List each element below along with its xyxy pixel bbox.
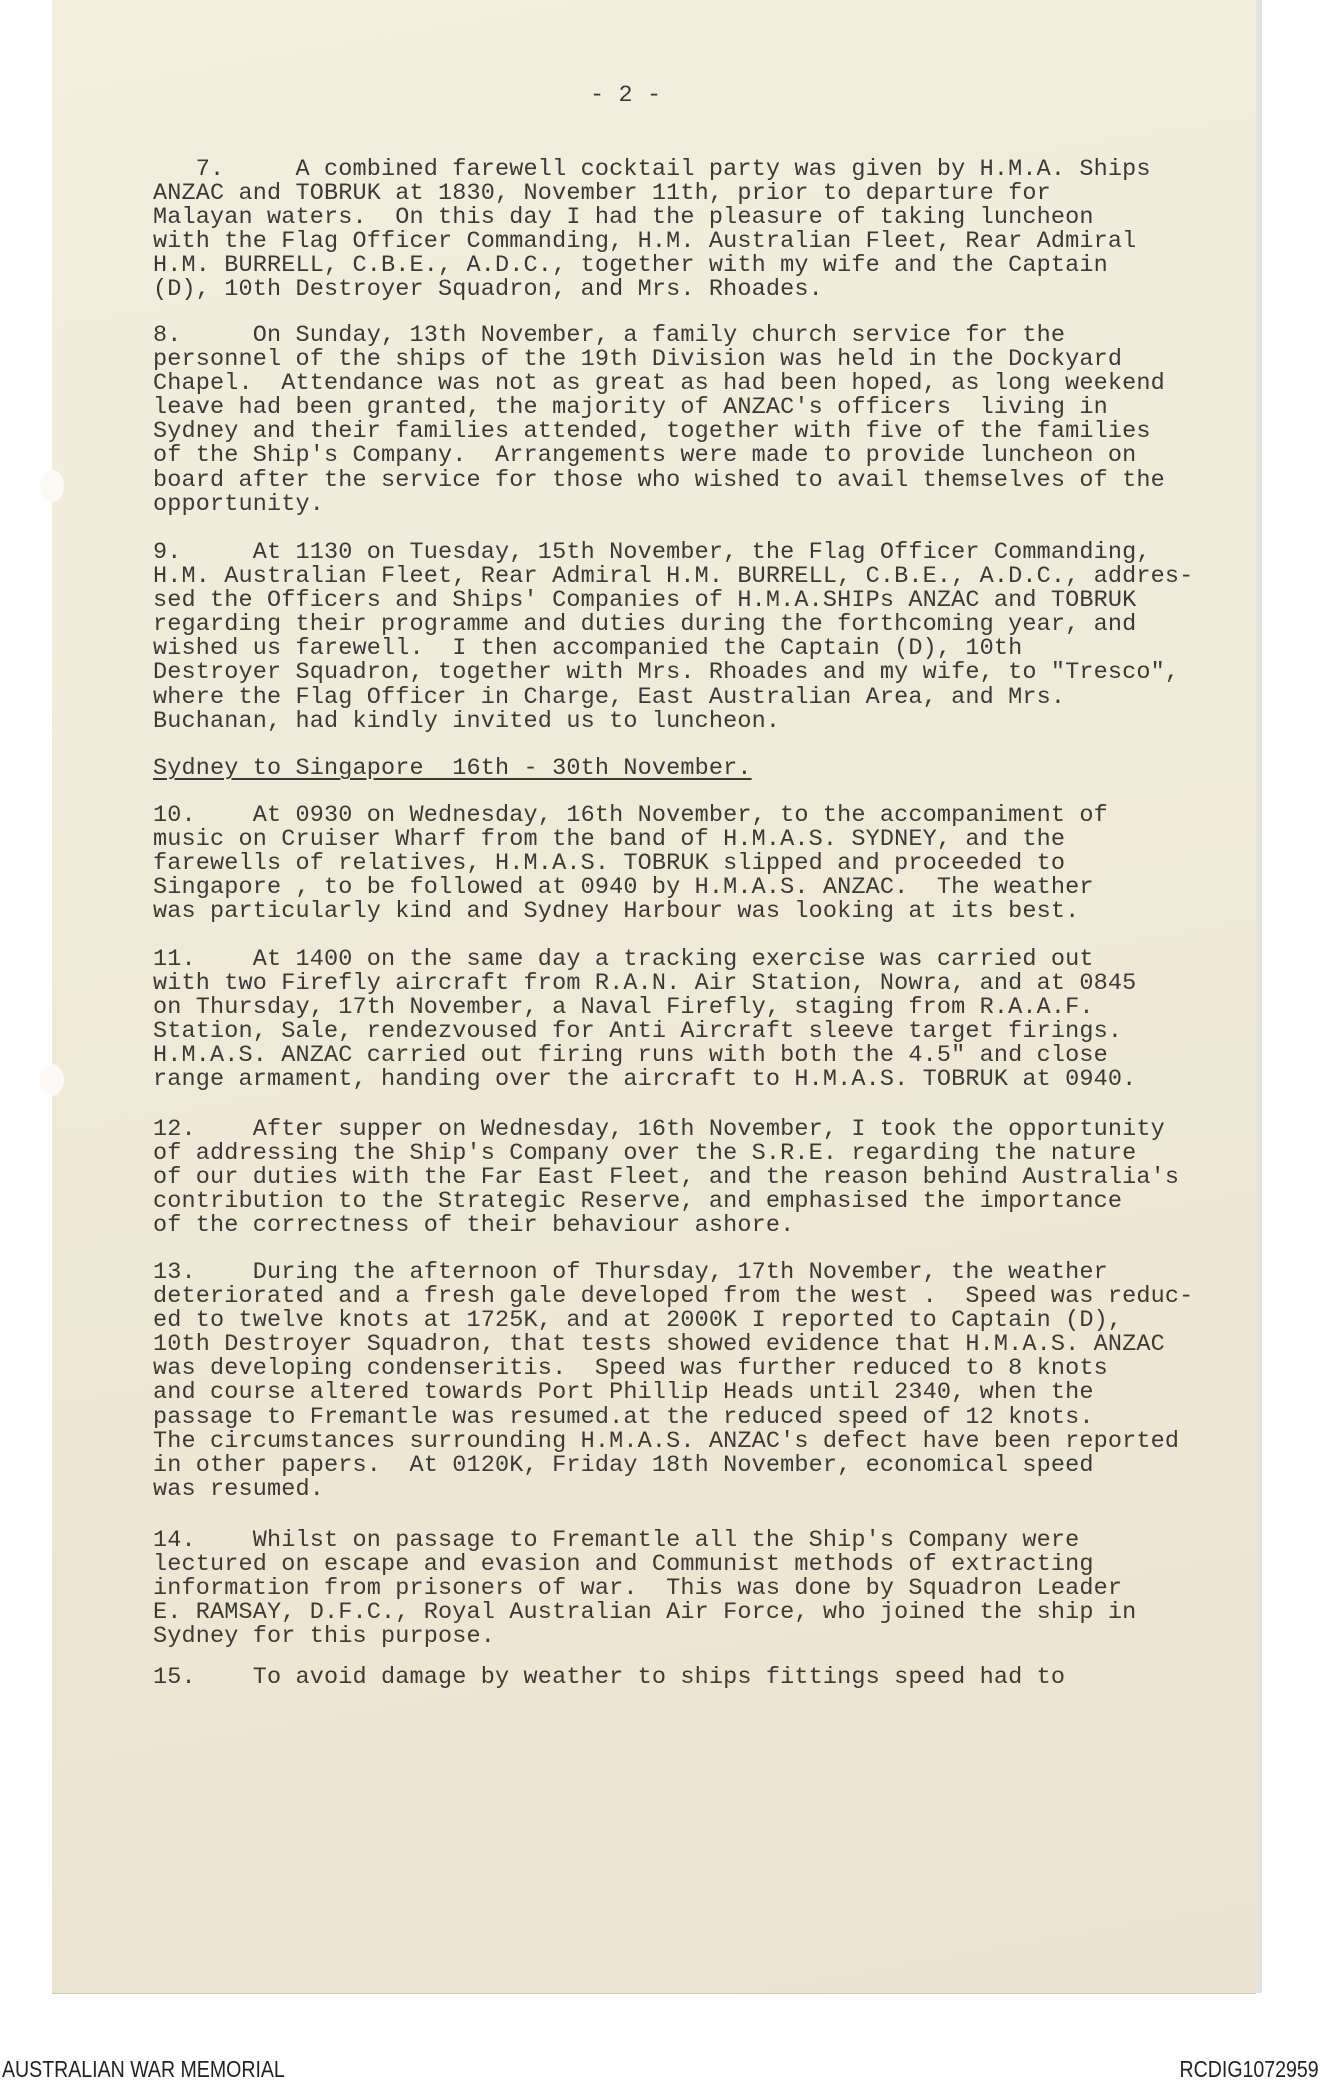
- text-line: of addressing the Ship's Company over the S.R.E. regarding the nature: [153, 1140, 1137, 1168]
- text-line: 15. To avoid damage by weather to ships fittings speed had to: [153, 1664, 1066, 1691]
- paragraph-15: [153, 1666, 1065, 1690]
- text-line: 13. During the afternoon of Thursday, 17th November, the weather: [153, 1259, 1108, 1286]
- text-line: Destroyer Squadron, together with Mrs. Rhoades and my wife, to "Tresco",: [153, 659, 1180, 687]
- paragraph-13: [153, 1261, 1193, 1502]
- text-line: Malayan waters. On this day I had the pleasure of taking luncheon: [153, 204, 1094, 232]
- text-line: Buchanan, had kindly invited us to luncheon.: [153, 707, 781, 735]
- text-line: where the Flag Officer in Charge, East Australian Area, and Mrs.: [153, 683, 1066, 711]
- section-heading: Sydney to Singapore 16th - 30th November.: [153, 755, 752, 782]
- text-line: regarding their programme and duties during the forthcoming year, and: [153, 611, 1137, 639]
- text-line: E. RAMSAY, D.F.C., Royal Australian Air Force, who joined the ship in: [153, 1599, 1137, 1627]
- text-line: information from prisoners of war. This was done by Squadron Leader: [153, 1575, 1123, 1603]
- text-line: (D), 10th Destroyer Squadron, and Mrs. Rhoades.: [153, 276, 823, 304]
- text-line: on Thursday, 17th November, a Naval Firefly, staging from R.A.A.F.: [153, 994, 1094, 1022]
- text-line: lectured on escape and evasion and Communist methods of extracting: [153, 1551, 1094, 1579]
- text-line: 10th Destroyer Squadron, that tests showed evidence that H.M.A.S. ANZAC: [153, 1331, 1165, 1359]
- text-line: ANZAC and TOBRUK at 1830, November 11th, prior to departure for: [153, 180, 1051, 208]
- text-line: music on Cruiser Wharf from the band of H.M.A.S. SYDNEY, and the: [153, 826, 1066, 854]
- text-line: range armament, handing over the aircraft to H.M.A.S. TOBRUK at 0940.: [153, 1066, 1137, 1094]
- punch-hole: [40, 470, 64, 502]
- text-line: leave had been granted, the majority of ANZAC's officers living in: [153, 394, 1108, 422]
- text-line: Sydney for this purpose.: [153, 1623, 496, 1651]
- paragraph-7: [153, 158, 1151, 303]
- paragraph-14: [153, 1529, 1136, 1649]
- text-line: opportunity.: [153, 490, 325, 518]
- text-line: H.M. Australian Fleet, Rear Admiral H.M. BURRELL, C.B.E., A.D.C., addres-: [153, 563, 1194, 591]
- paragraph-11: [153, 948, 1136, 1093]
- paragraph-8: [153, 324, 1165, 517]
- text-line: of the correctness of their behaviour ashore.: [153, 1212, 795, 1240]
- footer-record-id: RCDIG1072959: [1179, 2056, 1319, 2082]
- text-line: 9. At 1130 on Tuesday, 15th November, the Flag Officer Commanding,: [153, 539, 1151, 566]
- paragraph-12: [153, 1118, 1179, 1238]
- text-line: H.M. BURRELL, C.B.E., A.D.C., together with my wife and the Captain: [153, 252, 1108, 280]
- text-line: passage to Fremantle was resumed.at the reduced speed of 12 knots.: [153, 1403, 1094, 1431]
- page-number: - 2 -: [590, 82, 662, 109]
- text-line: was particularly kind and Sydney Harbour was looking at its best.: [153, 898, 1080, 926]
- text-line: was developing condenseritis. Speed was further reduced to 8 knots: [153, 1355, 1108, 1383]
- text-line: Station, Sale, rendezvoused for Anti Aircraft sleeve target firings.: [153, 1018, 1123, 1046]
- text-line: with two Firefly aircraft from R.A.N. Air Station, Nowra, and at 0845: [153, 970, 1137, 998]
- text-line: 8. On Sunday, 13th November, a family church service for the: [153, 322, 1066, 349]
- text-line: The circumstances surrounding H.M.A.S. ANZAC's defect have been reported: [153, 1427, 1180, 1455]
- text-line: of our duties with the Far East Fleet, and the reason behind Australia's: [153, 1164, 1180, 1192]
- text-line: with the Flag Officer Commanding, H.M. Australian Fleet, Rear Admiral: [153, 228, 1137, 256]
- text-line: 10. At 0930 on Wednesday, 16th November, to the accompaniment of: [153, 802, 1108, 829]
- text-line: board after the service for those who wished to avail themselves of the: [153, 466, 1165, 494]
- text-line: ed to twelve knots at 1725K, and at 2000K I reported to Captain (D),: [153, 1307, 1123, 1335]
- text-line: 11. At 1400 on the same day a tracking exercise was carried out: [153, 946, 1094, 973]
- text-line: Sydney and their families attended, together with five of the families: [153, 418, 1151, 446]
- text-line: sed the Officers and Ships' Companies of H.M.A.SHIPs ANZAC and TOBRUK: [153, 587, 1137, 615]
- text-line: contribution to the Strategic Reserve, and emphasised the importance: [153, 1188, 1123, 1216]
- text-line: Chapel. Attendance was not as great as had been hoped, as long weekend: [153, 370, 1165, 398]
- text-line: in other papers. At 0120K, Friday 18th November, economical speed: [153, 1451, 1094, 1479]
- text-line: of the Ship's Company. Arrangements were made to provide luncheon on: [153, 442, 1137, 470]
- text-line: wished us farewell. I then accompanied the Captain (D), 10th: [153, 635, 1023, 663]
- text-line: 14. Whilst on passage to Fremantle all the Ship's Company were: [153, 1527, 1080, 1554]
- punch-hole: [40, 1064, 64, 1096]
- text-line: farewells of relatives, H.M.A.S. TOBRUK slipped and proceeded to: [153, 850, 1066, 878]
- paragraph-10: [153, 804, 1108, 924]
- text-line: 12. After supper on Wednesday, 16th November, I took the opportunity: [153, 1116, 1165, 1143]
- text-line: personnel of the ships of the 19th Division was held in the Dockyard: [153, 346, 1123, 374]
- text-line: deteriorated and a fresh gale developed from the west . Speed was reduc-: [153, 1283, 1194, 1311]
- paragraph-9: [153, 541, 1193, 734]
- text-line: and course altered towards Port Phillip Heads until 2340, when the: [153, 1379, 1094, 1407]
- text-line: 7. A combined farewell cocktail party was given by H.M.A. Ships: [153, 156, 1151, 183]
- footer-archive-name: AUSTRALIAN WAR MEMORIAL: [2, 2056, 285, 2082]
- text-line: H.M.A.S. ANZAC carried out firing runs with both the 4.5" and close: [153, 1042, 1108, 1070]
- text-line: was resumed.: [153, 1475, 325, 1503]
- page-edge: [1256, 0, 1262, 1993]
- text-line: Singapore , to be followed at 0940 by H.M.A.S. ANZAC. The weather: [153, 874, 1094, 902]
